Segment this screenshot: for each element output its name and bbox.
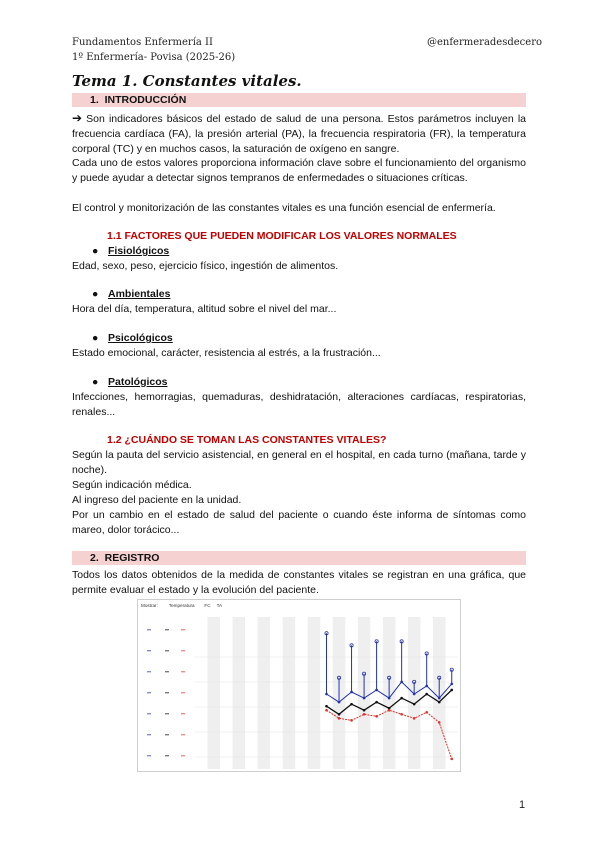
patologicos-text: Infecciones, hemorragias, quemaduras, deshidratación, alteraciones cardíacas, respiratorias, renales... [72, 391, 526, 418]
series-point-temperatura [438, 697, 441, 700]
series-point-ta [325, 709, 328, 712]
series-point-fc [363, 709, 366, 712]
bullet-label: Fisiológicos [108, 245, 170, 257]
series-point-ta [425, 711, 428, 714]
series-point-temperatura [338, 701, 341, 704]
axis-tick-mark [147, 734, 151, 735]
axis-tick-mark [147, 692, 151, 693]
page-number: 1 [519, 799, 526, 811]
series-point-temperatura [388, 697, 391, 700]
section-title: REGISTRO [104, 552, 160, 564]
bullet-fisiologicos: ● Fisiológicos [92, 245, 170, 257]
section-heading-registro [90, 552, 159, 564]
chart-column-band [208, 617, 221, 769]
axis-tick-mark [165, 650, 169, 651]
bullet-label: Ambientales [108, 288, 171, 300]
header-program: 1º Enfermería- Povisa (2025-26) [72, 52, 236, 63]
legend-label: Temperatura [168, 603, 195, 608]
series-point-fc [438, 701, 441, 704]
series-point-fc [450, 689, 453, 692]
section-heading-introduccion [90, 94, 186, 106]
chart-column-band [283, 617, 296, 769]
bullet-psicologicos: ● Psicológicos [92, 332, 173, 344]
series-point-fc [350, 703, 353, 706]
series-point-ta [400, 713, 403, 716]
axis-tick-mark [147, 755, 151, 756]
axis-tick-mark [147, 671, 151, 672]
header-course: Fundamentos Enfermería II [72, 37, 213, 48]
axis-tick-mark [181, 755, 185, 756]
right-arrow-icon: ➔ [72, 111, 83, 125]
chart-column-band [233, 617, 246, 769]
intro-paragraph [72, 111, 526, 157]
series-point-fc [400, 697, 403, 700]
axis-tick-mark [147, 650, 151, 651]
series-point-ta [375, 715, 378, 718]
when-line-3: Al ingreso del paciente en la unidad. [72, 494, 242, 506]
series-point-ta [413, 717, 416, 720]
series-point-temperatura [350, 691, 353, 694]
axis-tick-mark [181, 734, 185, 735]
axis-tick-mark [165, 692, 169, 693]
axis-tick-mark [165, 671, 169, 672]
axis-tick-mark [165, 755, 169, 756]
axis-tick-mark [181, 671, 185, 672]
series-point-ta [338, 717, 341, 720]
when-line-4: Por un cambio en el estado de salud del paciente o cuando éste informa de síntomas como mareo, dolor torácico... [72, 509, 526, 536]
subsection-heading-1-2: 1.2 ¿CUÁNDO SE TOMAN LAS CONSTANTES VITALES? [107, 434, 387, 446]
intro-text: Son indicadores básicos del estado de salud de una persona. Estos parámetros incluyen la frecuencia cardíaca (FA), la presión arterial (PA), la frecuencia respiratoria (FR), la temperatura corporal (TC) y en muchos casos, la saturación de oxígeno en sangre. [72, 113, 526, 155]
ambientales-text: Hora del día, temperatura, altitud sobre el nivel del mar... [72, 303, 337, 315]
axis-tick-mark [165, 734, 169, 735]
section-number: 2. [90, 552, 99, 564]
chart-column-band [308, 617, 321, 769]
series-point-temperatura [325, 693, 328, 696]
legend-label: Mostrar: [141, 603, 158, 608]
series-point-ta [388, 709, 391, 712]
series-point-temperatura [425, 685, 428, 688]
paragraph-3: El control y monitorización de las constantes vitales es una función esencial de enfermería. [72, 202, 496, 214]
registro-paragraph: Todos los datos obtenidos de la medida de constantes vitales se registran en una gráfica, que permite evaluar el estado y la evolución del paciente. [72, 569, 526, 596]
axis-tick-mark [147, 713, 151, 714]
series-point-ta [350, 719, 353, 722]
paragraph-2: Cada uno de estos valores proporciona información clave sobre el funcionamiento del organismo y puede ayudar a detectar signos tempranos de enfermedades o situaciones críticas. [72, 157, 526, 184]
axis-tick-mark [181, 692, 185, 693]
page-title: Tema 1. Constantes vitales. [72, 72, 302, 90]
series-point-ta [363, 713, 366, 716]
series-point-temperatura [375, 689, 378, 692]
series-point-temperatura [413, 693, 416, 696]
vital-signs-chart [137, 599, 461, 772]
series-point-ta [450, 758, 453, 761]
chart-column-band [258, 617, 271, 769]
subsection-heading-1-1: 1.1 FACTORES QUE PUEDEN MODIFICAR LOS VALORES NORMALES [107, 230, 457, 242]
legend-label: TA [216, 603, 223, 608]
axis-tick-mark [181, 650, 185, 651]
series-point-fc [325, 705, 328, 708]
axis-tick-mark [165, 713, 169, 714]
axis-tick-mark [181, 629, 185, 630]
series-point-fc [375, 701, 378, 704]
header-handle: @enfermeradesdecero [427, 37, 542, 48]
series-point-fc [413, 703, 416, 706]
series-point-ta [438, 721, 441, 724]
series-point-temperatura [363, 697, 366, 700]
when-line-1: Según la pauta del servicio asistencial, en general en el hospital, en cada turno (mañana, tarde y noche). [72, 449, 526, 476]
bullet-ambientales: ● Ambientales [92, 288, 171, 300]
legend-label: FC [204, 603, 211, 608]
axis-tick-mark [181, 713, 185, 714]
series-point-temperatura [450, 683, 453, 686]
section-number: 1. [90, 94, 99, 106]
bullet-patologicos: ● Patológicos [92, 376, 168, 388]
when-line-2: Según indicación médica. [72, 479, 192, 491]
bullet-label: Patológicos [108, 376, 168, 388]
section-title: INTRODUCCIÓN [104, 94, 187, 106]
fisiologicos-text: Edad, sexo, peso, ejercicio físico, ingestión de alimentos. [72, 260, 339, 272]
series-point-fc [338, 713, 341, 716]
psicologicos-text: Estado emocional, carácter, resistencia al estrés, a la frustración... [72, 347, 381, 359]
axis-tick-mark [147, 629, 151, 630]
series-point-temperatura [400, 681, 403, 684]
series-point-fc [425, 693, 428, 696]
bullet-label: Psicológicos [108, 332, 173, 344]
axis-tick-mark [165, 629, 169, 630]
